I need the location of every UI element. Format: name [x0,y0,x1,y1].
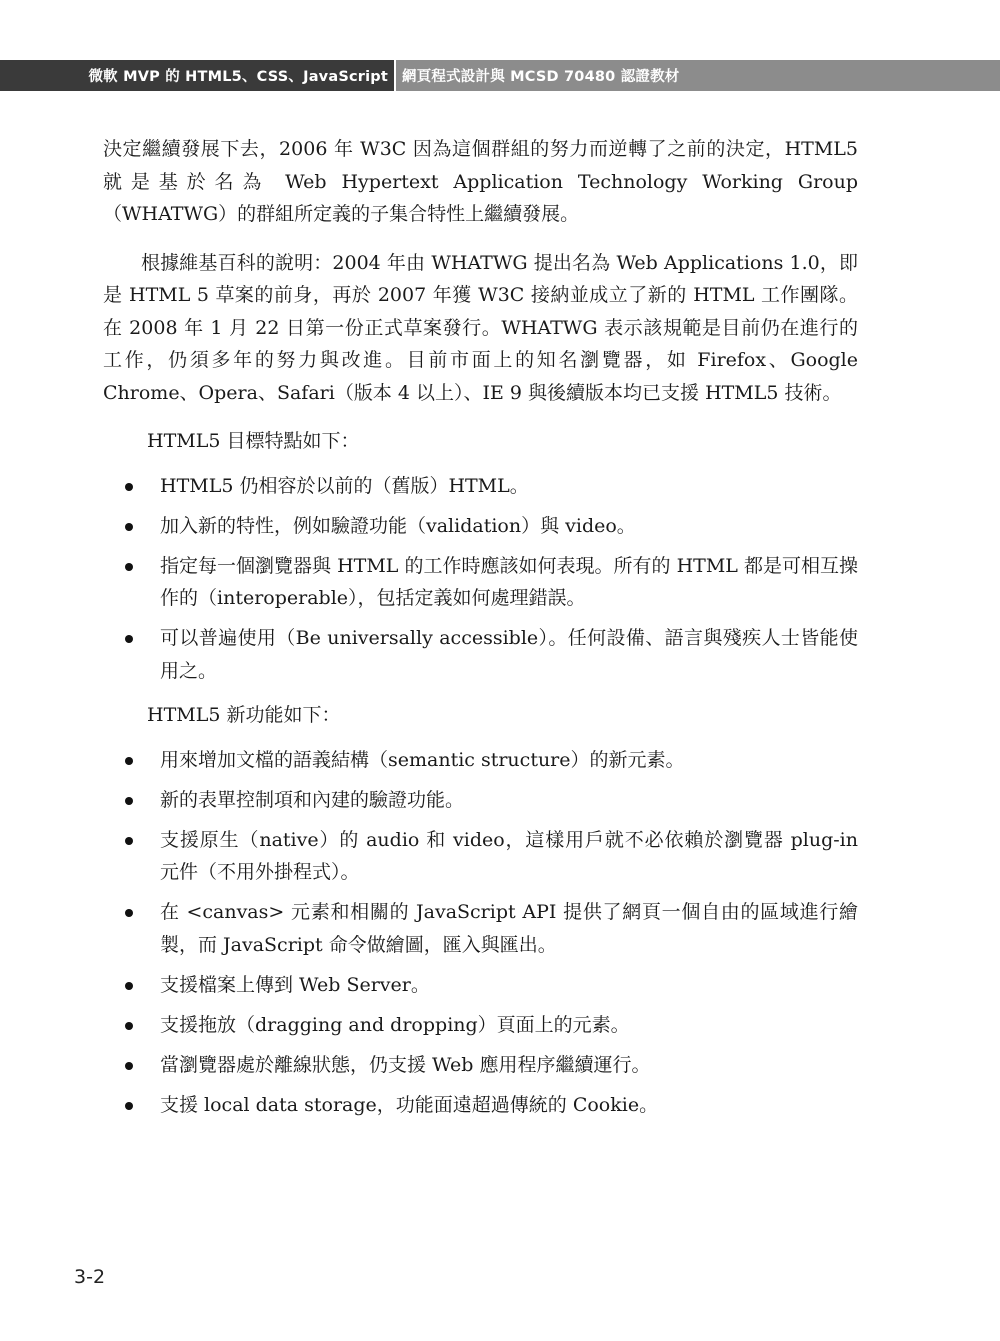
bullet-icon [125,483,133,491]
list-item [103,622,858,687]
list-item-text: 可以普遍使用（Be universally accessible）。任何設備、語言與殘疾人士皆能使用之。 [160,627,858,682]
goals-list [103,470,858,688]
list-item [103,1009,858,1042]
running-header [0,60,1000,91]
list-item-text: HTML5 仍相容於以前的（舊版）HTML。 [160,474,529,497]
bullet-icon [125,1062,133,1070]
bullet-icon [125,523,133,531]
list-item [103,1049,858,1082]
list-item-text: 指定每一個瀏覽器與 HTML 的工作時應該如何表現。所有的 HTML 都是可相互操作的（interoperable），包括定義如何處理錯誤。 [160,554,858,609]
list-item [103,510,858,543]
bullet-icon [125,1022,133,1030]
list-item [103,969,858,1002]
list-item-text: 當瀏覽器處於離線狀態，仍支援 Web 應用程序繼續運行。 [160,1053,651,1076]
list-item [103,824,858,889]
bullet-icon [125,909,133,917]
list-item [103,470,858,503]
goals-intro: HTML5 目標特點如下： [147,430,360,452]
features-list [103,744,858,1122]
list-item-text: 支援 local data storage，功能面遠超過傳統的 Cookie。 [160,1093,659,1116]
list-item [103,896,858,961]
list-item [103,784,858,817]
paragraph-continuation: 決定繼續發展下去，2006 年 W3C 因為這個群組的努力而逆轉了之前的決定，HTML5 就是基於名為 Web Hypertext Application Technology Working Group（WHATWG）的群組所定義的子集合特性上繼續發展。 [103,138,858,225]
bullet-icon [125,563,133,571]
bullet-icon [125,757,133,765]
bullet-icon [125,797,133,805]
bullet-icon [125,982,133,990]
list-item-text: 新的表單控制項和內建的驗證功能。 [160,788,465,811]
features-intro: HTML5 新功能如下： [147,704,341,726]
bullet-icon [125,1102,133,1110]
list-item-text: 加入新的特性，例如驗證功能（validation）與 video。 [160,514,636,537]
bullet-icon [125,635,133,643]
list-item-text: 在 <canvas> 元素和相關的 JavaScript API 提供了網頁一個自由的區域進行繪製，而 JavaScript 命令做繪圖，匯入與匯出。 [160,901,858,956]
header-book-title: 微軟 MVP 的 HTML5、CSS、JavaScript [0,60,394,91]
list-item-text: 支援檔案上傳到 Web Server。 [160,973,430,996]
list-item-text: 支援拖放（dragging and dropping）頁面上的元素。 [160,1013,630,1036]
list-item-text: 用來增加文檔的語義結構（semantic structure）的新元素。 [160,748,685,771]
list-item [103,1089,858,1122]
paragraph-wikipedia: 根據維基百科的說明：2004 年由 WHATWG 提出名為 Web Applications 1.0，即是 HTML 5 草案的前身，再於 2007 年獲 W3C 接納並成立了新的 HTML 工作團隊。在 2008 年 1 月 22 日第一份正式草案發行。WHATWG 表示該規範是目前仍在進行的工作，仍須多年的努力與改進。目前市面上的知名瀏覽器，如 Firefox、Google Chrome、Opera、Safari（版本 4 以上）、IE 9 與後續版本均已支援 HTML5 技術。 [103,251,858,404]
header-book-subtitle: 網頁程式設計與 MCSD 70480 認證教材 [396,60,1000,91]
page-body [103,133,858,1133]
list-item [103,744,858,777]
list-item-text: 支援原生（native）的 audio 和 video，這樣用戶就不必依賴於瀏覽器 plug-in 元件（不用外掛程式）。 [160,828,858,883]
bullet-icon [125,837,133,845]
page-number: 3-2 [74,1266,106,1288]
list-item [103,550,858,615]
